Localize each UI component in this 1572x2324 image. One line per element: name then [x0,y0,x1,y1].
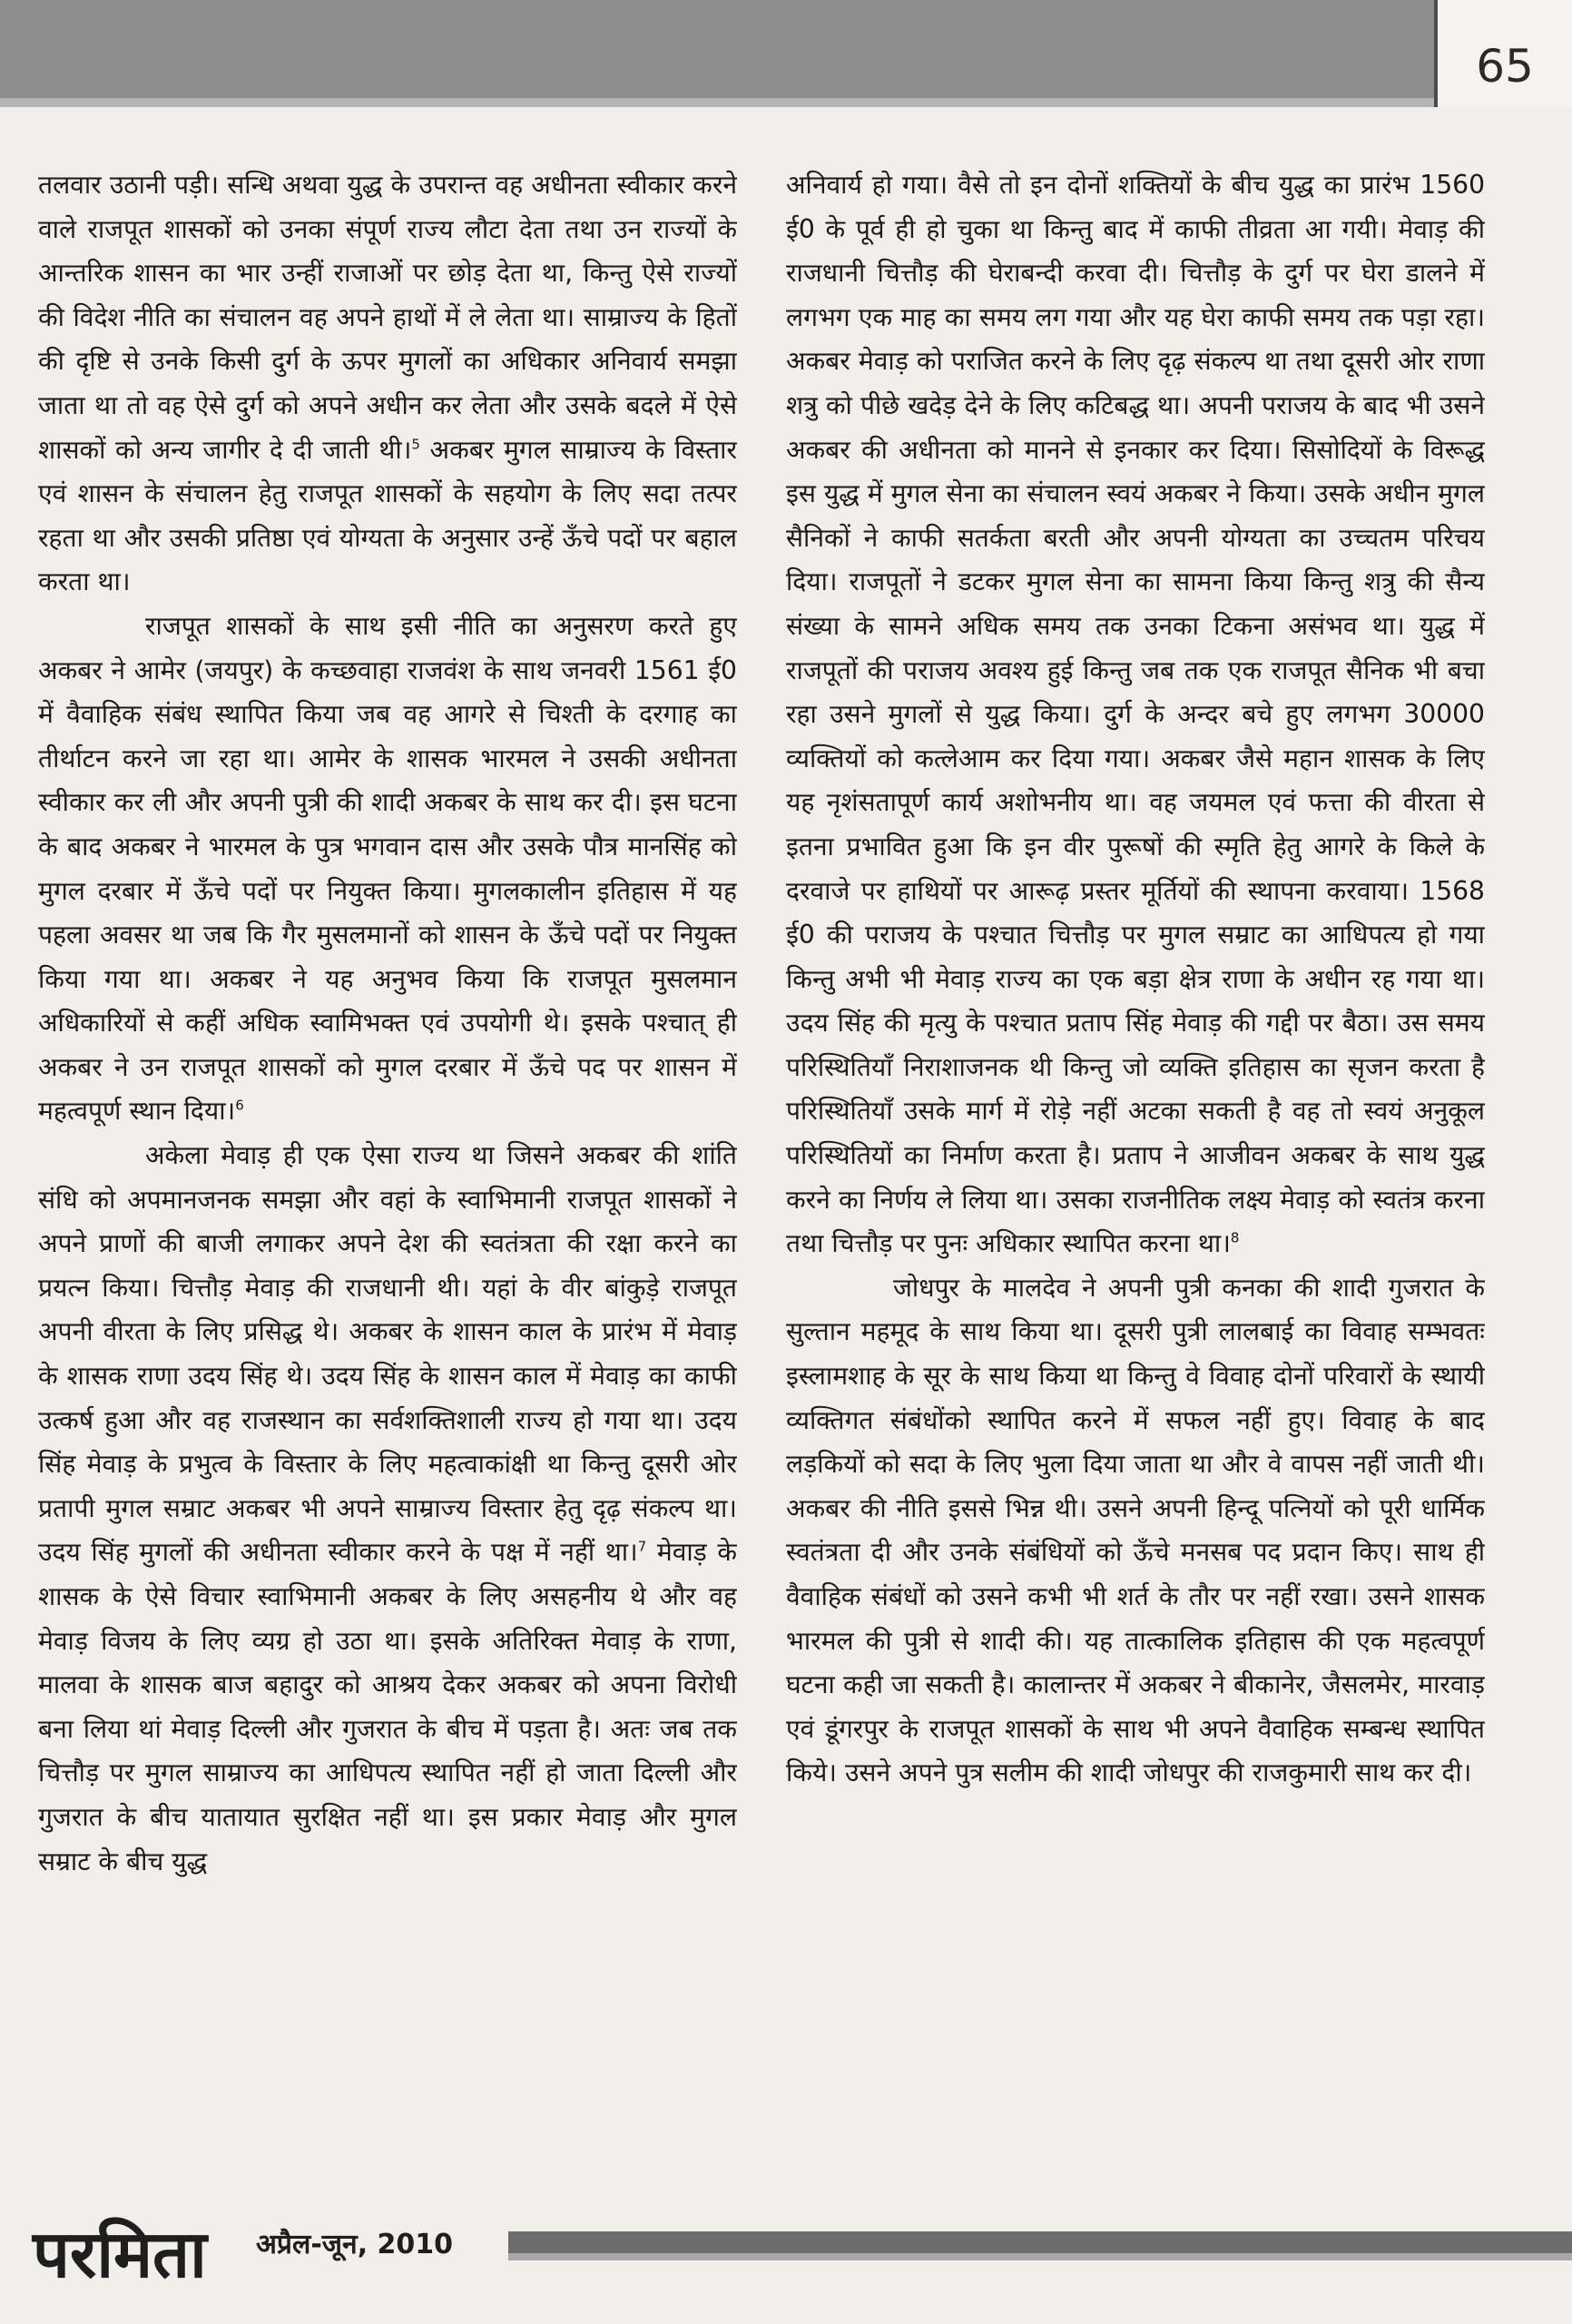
paragraph: अकेला मेवाड़ ही एक ऐसा राज्य था जिसने अकबर की शांति संधि को अपमानजनक समझा और वहां के स्वाभिमानी राजपूत शासकों ने अपने प्राणों की बाजी लगाकर अपने देश की स्वतंत्रता की रक्षा करने का प्रयत्न किया। चित्तौड़ मेवाड़ की राजधानी थी। यहां के वीर बांकुड़े राजपूत अपनी वीरता के लिए प्रसिद्ध थे। अकबर के शासन काल के प्रारंभ में मेवाड़ के शासक राणा उदय सिंह थे। उदय सिंह के शासन काल में मेवाड़ का काफी उत्कर्ष हुआ और वह राजस्थान का सर्वशक्तिशाली राज्य हो गया था। उदय सिंह मेवाड़ के प्रभुत्व के विस्तार के लिए महत्वाकांक्षी था किन्तु दूसरी ओर प्रतापी मुगल सम्राट अकबर भी अपने साम्राज्य विस्तार हेतु दृढ़ संकल्प था। उदय सिंह मुगलों की अधीनता स्वीकार करने के पक्ष में नहीं था।$^7$ मेवाड़ के शासक के ऐसे विचार स्वाभिमानी अकबर के लिए असहनीय थे और वह मेवाड़ विजय के लिए व्यग्र हो उठा था। इसके अतिरिक्त मेवाड़ के राणा, मालवा के शासक बाज बहादुर को आश्रय देकर अकबर को अपना विरोधी बना लिया थां मेवाड़ दिल्ली और गुजरात के बीच में पड़ता है। अतः जब तक चित्तौड़ पर मुगल साम्राज्य का आधिपत्य स्थापित नहीं हो जाता दिल्ली और गुजरात के बीच यातायात सुरक्षित नहीं था। इस प्रकार मेवाड़ और मुगल सम्राट के बीच युद्ध [38,1140,737,1876]
paragraph: राजपूत शासकों के साथ इसी नीति का अनुसरण करते हुए अकबर ने आमेर (जयपुर) के कच्छवाहा राजवंश के साथ जनवरी 1561 ई0 में वैवाहिक संबंध स्थापित किया जब वह आगरे से चिश्ती के दरगाह का तीर्थाटन करने जा रहा था। आमेर के शासक भारमल ने उसकी अधीनता स्वीकार कर ली और अपनी पुत्री की शादी अकबर के साथ कर दी। इस घटना के बाद अकबर ने भारमल के पुत्र भगवान दास और उसके पौत्र मानसिंह को मुगल दरबार में ऊँचे पदों पर नियुक्त किया। मुगलकालीन इतिहास में यह पहला अवसर था जब कि गैर मुसलमानों को शासन के ऊँचे पदों पर नियुक्त किया गया था। अकबर ने यह अनुभव किया कि राजपूत मुसलमान अधिकारियों से कहीं अधिक स्वामिभक्त एवं उपयोगी थे। इसके पश्चात् ही अकबर ने उन राजपूत शासकों को मुगल दरबार में ऊँचे पद पर शासन में महत्वपूर्ण स्थान दिया।$^6$ [38,610,737,1127]
footnote-marker: 6 [235,1098,244,1115]
footnote-marker: 7 [637,1539,647,1556]
footnote-marker: 5 [411,436,420,453]
issue-date: अप्रैल-जून, 2010 [256,2229,454,2260]
header-band-edge [0,98,1434,107]
page-number: 65 [1476,40,1534,93]
page-number-box [1434,0,1572,107]
paragraph: अनिवार्य हो गया। वैसे तो इन दोनों शक्तियों के बीच युद्ध का प्रारंभ 1560 ई0 के पूर्व ही हो चुका था किन्तु बाद में काफी तीव्रता आ गयी। मेवाड़ की राजधानी चित्तौड़ की घेराबन्दी करवा दी। चित्तौड़ के दुर्ग पर घेरा डालने में लगभग एक माह का समय लग गया और यह घेरा काफी समय तक पड़ा रहा। अकबर मेवाड़ को पराजित करने के लिए दृढ़ संकल्प था तथा दूसरी ओर राणा शत्रु को पीछे खदेड़ देने के लिए कटिबद्ध था। अपनी पराजय के बाद भी उसने अकबर की अधीनता को मानने से इनकार कर दिया। सिसोदियों के विरूद्ध इस युद्ध में मुगल सेना का संचालन स्वयं अकबर ने किया। उसके अधीन मुगल सैनिकों ने काफी सतर्कता बरती और अपनी योग्यता का उच्चतम परिचय दिया। राजपूतों ने डटकर मुगल सेना का सामना किया किन्तु शत्रु की सैन्य संख्या के सामने अधिक समय तक उनका टिकना असंभव था। युद्ध में राजपूतों की पराजय अवश्य हुई किन्तु जब तक एक राजपूत सैनिक भी बचा रहा उसने मुगलों से युद्ध किया। दुर्ग के अन्दर बचे हुए लगभग 30000 व्यक्तियों को कत्लेआम कर दिया गया। अकबर जैसे महान शासक के लिए यह नृशंसतापूर्ण कार्य अशोभनीय था। वह जयमल एवं फत्ता की वीरता से इतना प्रभावित हुआ कि इन वीर पुरूषों की स्मृति हेतु आगरे के किले के दरवाजे पर हाथियों पर आरूढ़ प्रस्तर मूर्तियों की स्थापना करवाया। 1568 ई0 की पराजय के पश्चात चित्तौड़ पर मुगल सम्राट का आधिपत्य हो गया किन्तु अभी भी मेवाड़ राज्य का एक बड़ा क्षेत्र राणा के अधीन रह गया था। उदय सिंह की मृत्यु के पश्चात प्रताप सिंह मेवाड़ की गद्दी पर बैठा। उस समय परिस्थितियाँ निराशाजनक थी किन्तु जो व्यक्ति इतिहास का सृजन करता है परिस्थितियाँ उसके मार्ग में रोड़े नहीं अटका सकती है वह तो स्वयं अनुकूल परिस्थितियों का निर्माण करता है। प्रताप ने आजीवन अकबर के साथ युद्ध करने का निर्णय ले लिया था। उसका राजनीतिक लक्ष्य मेवाड़ को स्वतंत्र करना तथा चित्तौड़ पर पुनः अधिकार स्थापित करना था।$^8$ [786,170,1485,1259]
paragraph: जोधपुर के मालदेव ने अपनी पुत्री कनका की शादी गुजरात के सुल्तान महमूद के साथ किया था। दूसरी पुत्री लालबाई का विवाह सम्भवतः इस्लामशाह के सूर के साथ किया था किन्तु वे विवाह दोनों परिवारों के स्थायी व्यक्तिगत संबंधोंको स्थापित करने में सफल नहीं हुए। विवाह के बाद लड़कियों को सदा के लिए भुला दिया जाता था और वे वापस नहीं जाती थी। अकबर की नीति इससे भिन्न थी। उसने अपनी हिन्दू पत्नियों को पूरी धार्मिक स्वतंत्रता दी और उनके संबंधियों को ऊँचे मनसब पद प्रदान किए। साथ ही वैवाहिक संबंधों को उसने कभी भी शर्त के तौर पर नहीं रखा। उसने शासक भारमल की पुत्री से शादी की। यह तात्कालिक इतिहास की एक महत्वपूर्ण घटना कही जा सकती है। कालान्तर में अकबर ने बीकानेर, जैसलमेर, मारवाड़ एवं डूंगरपुर के राजपूत शासकों के साथ भी अपने वैवाहिक सम्बन्ध स्थापित किये। उसने अपने पुत्र सलीम की शादी जोधपुर की राजकुमारी साथ कर दी। [786,1272,1485,1788]
paragraph: तलवार उठानी पड़ी। सन्धि अथवा युद्ध के उपरान्त वह अधीनता स्वीकार करने वाले राजपूत शासकों को उनका संपूर्ण राज्य लौटा देता तथा उन राज्यों के आन्तरिक शासन का भार उन्हीं राजाओं पर छोड़ देता था, किन्तु ऐसे राज्यों की विदेश नीति का संचालन वह अपने हाथों में ले लेता था। साम्राज्य के हितों की दृष्टि से उनके किसी दुर्ग के ऊपर मुगलों का अधिकार अनिवार्य समझा जाता था तो वह ऐसे दुर्ग को अपने अधीन कर लेता और उसके बदले में ऐसे शासकों को अन्य जागीर दे दी जाती थी।$^5$ अकबर मुगल साम्राज्य के विस्तार एवं शासन के संचालन हेतु राजपूत शासकों के सहयोग के लिए सदा तत्पर रहता था और उसकी प्रतिष्ठा एवं योग्यता के अनुसार उन्हें ऊँचे पदों पर बहाल करता था। [38,170,737,597]
header-band [0,0,1434,107]
left-column [38,163,737,2206]
right-column [786,163,1485,2206]
footnote-marker: 8 [1230,1229,1240,1246]
magazine-name: परमिता [33,2216,207,2292]
